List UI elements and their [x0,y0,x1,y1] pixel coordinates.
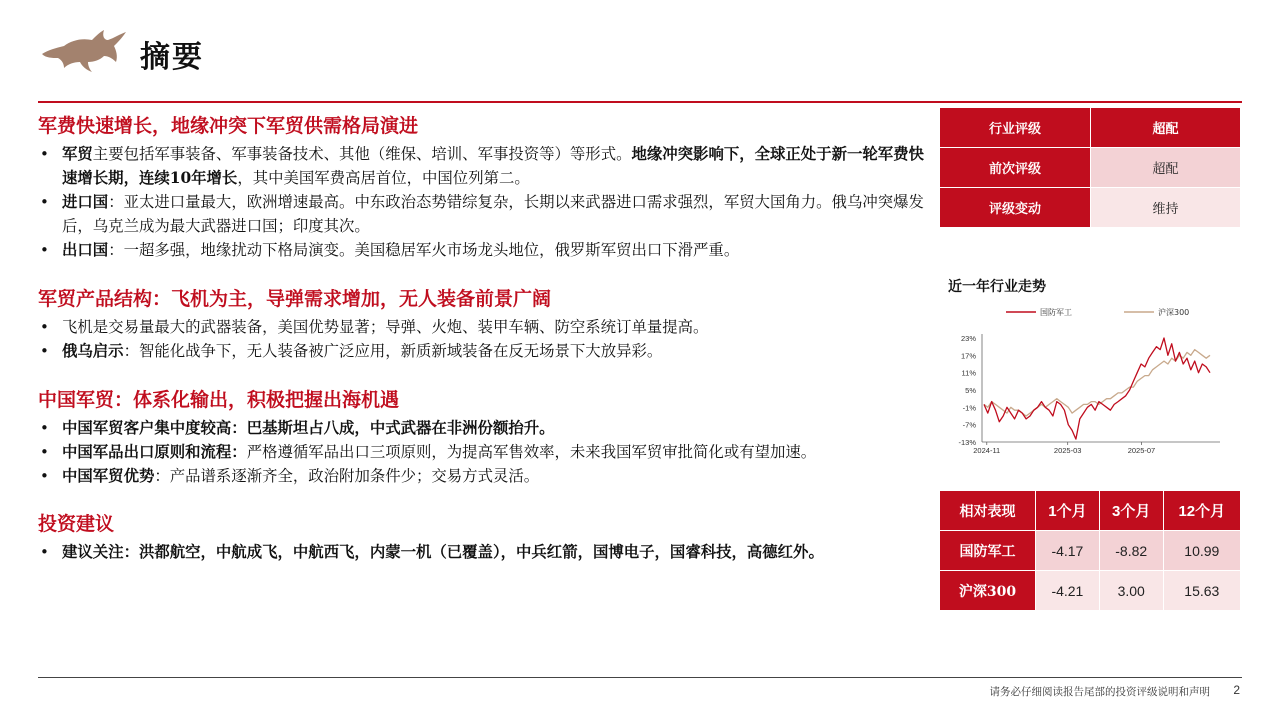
bullet-text: ：亚太进口量最大，欧洲增速最高。中东政治态势错综复杂，长期以来武器进口需求强烈，军贸大国角力。俄乌冲突爆发后，乌克兰成为最大武器进口国；印度其次。 [62,193,924,235]
bullet-list [38,315,928,363]
bullet-bold: 中国军贸客户集中度较高：巴基斯坦占八成，中式武器在非洲份额抬升。 [62,419,555,437]
rating-label: 评级变动 [940,188,1091,228]
rating-row [940,148,1241,188]
rating-value: 超配 [1091,108,1241,148]
bullet-item [38,315,928,339]
section-product-structure [38,283,928,363]
section-title: 军贸产品结构：飞机为主，导弹需求增加，无人装备前景广阔 [38,288,552,310]
performance-header-row [940,491,1241,531]
legend-label: 国防军工 [1040,308,1072,317]
x-tick-label: 2025-07 [1127,446,1156,455]
y-tick-label: -1% [962,403,976,413]
performance-cell: 3.00 [1099,571,1163,611]
bullet-text: 飞机是交易量最大的武器装备，美国优势显著；导弹、火炮、装甲车辆、防空系统订单量提高。 [62,318,709,336]
y-tick-label: -13% [958,438,976,447]
x-tick-label: 2025-03 [1053,446,1082,455]
performance-header: 1个月 [1036,491,1100,531]
bullet-text: ：产品谱系逐渐齐全，政治附加条件少；交易方式灵活。 [154,467,540,485]
top-divider [38,101,1242,103]
bullet-item [38,142,928,190]
bullet-item [38,339,928,363]
chart-title: 近一年行业走势 [948,279,1046,295]
performance-cell: -8.82 [1099,531,1163,571]
bottom-divider [38,677,1242,678]
series-line [984,338,1210,439]
y-tick-label: 11% [961,368,976,378]
bullet-bold: 进口国 [62,193,109,211]
performance-row [940,571,1241,611]
y-tick-label: 23% [960,334,976,343]
bullet-item [38,416,928,440]
bullet-bold: 军贸 [62,145,93,163]
bullet-bold: 出口国 [62,241,109,259]
bullet-item [38,190,928,238]
bullet-list [38,540,928,564]
bullet-bold: 地缘冲突影响下，全球正处于新一轮军费快速增长期，连续10年增长 [62,145,924,187]
performance-cell: -4.17 [1036,531,1100,571]
performance-row-label: 沪深300 [940,571,1036,611]
rating-label: 行业评级 [940,108,1091,148]
performance-row [940,531,1241,571]
section-title: 中国军贸：体系化输出，积极把握出海机遇 [38,389,400,411]
section-title: 军费快速增长，地缘冲突下军贸供需格局演进 [38,115,419,137]
performance-header: 3个月 [1099,491,1163,531]
bullet-item [38,540,928,564]
main-content [38,110,928,564]
bullet-list [38,142,928,262]
section-title: 投资建议 [38,513,115,535]
rating-value: 维持 [1091,188,1241,228]
section-investment-advice [38,508,928,564]
bullet-text: ，其中美国军费高居首位，中国位列第二。 [237,169,530,187]
rating-value: 超配 [1091,148,1241,188]
page-title: 摘要 [140,40,204,75]
bullet-text: ：智能化战争下，无人装备被广泛应用，新质新域装备在反无场景下大放异彩。 [123,342,663,360]
bullet-item [38,238,928,262]
page-number: 2 [1233,683,1240,697]
bullet-list [38,416,928,488]
section-military-spending [38,110,928,262]
bullet-text: 主要包括军事装备、军事装备技术、其他（维保、培训、军事投资等）等形式。 [92,145,632,163]
bullet-bold: 俄乌启示 [62,342,124,360]
bullet-bold: 中国军品出口原则和流程： [62,443,247,461]
rating-row [940,188,1241,228]
bullet-item [38,440,928,464]
section-china-trade [38,384,928,488]
performance-row-label: 国防军工 [940,531,1036,571]
rating-table [939,107,1241,228]
bullet-bold: 中国军贸优势 [62,467,155,485]
bullet-bold: 建议关注：洪都航空，中航成飞，中航西飞，内蒙一机（已覆盖），中兵红箭，国博电子，国睿科技，高德红外。 [62,543,824,561]
performance-table [939,490,1241,611]
trend-chart [940,300,1230,460]
disclaimer: 请务必仔细阅读报告尾部的投资评级说明和声明 [989,686,1210,698]
bull-logo-icon [38,28,130,74]
performance-header: 12个月 [1163,491,1240,531]
bullet-text: ：一超多强，地缘扰动下格局演变。美国稳居军火市场龙头地位，俄罗斯军贸出口下滑严重。 [108,241,740,259]
performance-header: 相对表现 [940,491,1036,531]
rating-label: 前次评级 [940,148,1091,188]
y-tick-label: -7% [962,420,976,430]
x-tick-label: 2024-11 [973,446,1001,455]
y-tick-label: 17% [960,351,976,361]
rating-row [940,108,1241,148]
bullet-item [38,464,928,488]
legend-label: 沪深300 [1158,308,1190,317]
performance-cell: -4.21 [1036,571,1100,611]
performance-cell: 10.99 [1163,531,1240,571]
performance-cell: 15.63 [1163,571,1240,611]
bullet-text: 严格遵循军品出口三项原则，为提高军售效率，未来我国军贸审批简化或有望加速。 [246,443,817,461]
y-tick-label: 5% [965,386,976,395]
